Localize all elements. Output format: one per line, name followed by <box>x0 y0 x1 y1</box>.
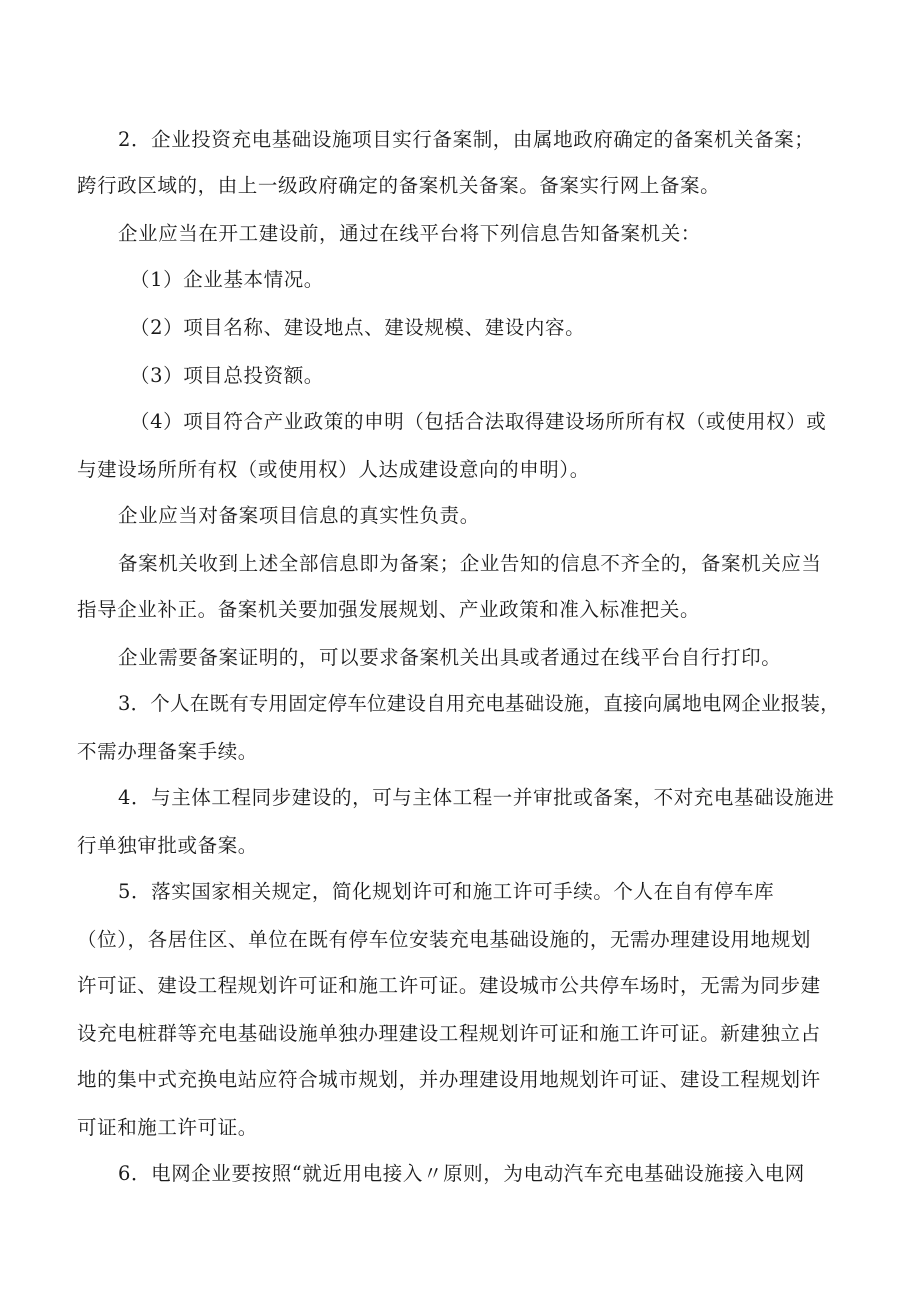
text-line: 与建设场所所有权（或使用权）人达成建设意向的申明）。 <box>77 458 590 481</box>
text-line: 可证和施工许可证。 <box>77 1116 258 1139</box>
text-line: 6．电网企业要按照“就近用电接入〃原则，为电动汽车充电基础设施接入电网 <box>118 1162 805 1185</box>
text-line: 指导企业补正。备案机关要加强发展规划、产业政策和准入标准把关。 <box>77 598 701 621</box>
text-line: 2．企业投资充电基础设施项目实行备案制，由属地政府确定的备案机关备案； <box>118 128 815 151</box>
text-line: （3）项目总投资额。 <box>130 364 324 387</box>
text-line: （1）企业基本情况。 <box>130 268 324 291</box>
text-line: 许可证、建设工程规划许可证和施工许可证。建设城市公共停车场时，无需为同步建 <box>77 974 821 997</box>
text-line: 企业应当在开工建设前，通过在线平台将下列信息告知备案机关： <box>118 222 701 245</box>
text-line: 跨行政区域的，由上一级政府确定的备案机关备案。备案实行网上备案。 <box>77 174 721 197</box>
text-line: 5．落实国家相关规定，简化规划许可和施工许可手续。个人在自有停车库 <box>118 880 775 903</box>
text-line: （位），各居住区、单位在既有停车位安装充电基础设施的，无需办理建设用地规划 <box>77 928 811 951</box>
text-line: 3．个人在既有专用固定停车位建设自用充电基础设施，直接向属地电网企业报装， <box>118 692 840 715</box>
text-line: （2）项目名称、建设地点、建设规模、建设内容。 <box>130 316 586 339</box>
text-line: 地的集中式充换电站应符合城市规划，并办理建设用地规划许可证、建设工程规划许 <box>77 1068 821 1091</box>
text-line: 行单独审批或备案。 <box>77 834 258 857</box>
text-line: 不需办理备案手续。 <box>77 740 258 763</box>
text-line: 备案机关收到上述全部信息即为备案；企业告知的信息不齐全的，备案机关应当 <box>118 552 822 575</box>
text-line: 企业应当对备案项目信息的真实性负责。 <box>118 504 480 527</box>
text-line: 设充电桩群等充电基础设施单独办理建设工程规划许可证和施工许可证。新建独立占 <box>77 1022 821 1045</box>
text-line: （4）项目符合产业政策的申明（包括合法取得建设场所所有权（或使用权）或 <box>130 410 827 433</box>
text-line: 4．与主体工程同步建设的，可与主体工程一并审批或备案，不对充电基础设施进 <box>118 786 835 809</box>
text-line: 企业需要备案证明的，可以要求备案机关出具或者通过在线平台自行打印。 <box>118 646 782 669</box>
